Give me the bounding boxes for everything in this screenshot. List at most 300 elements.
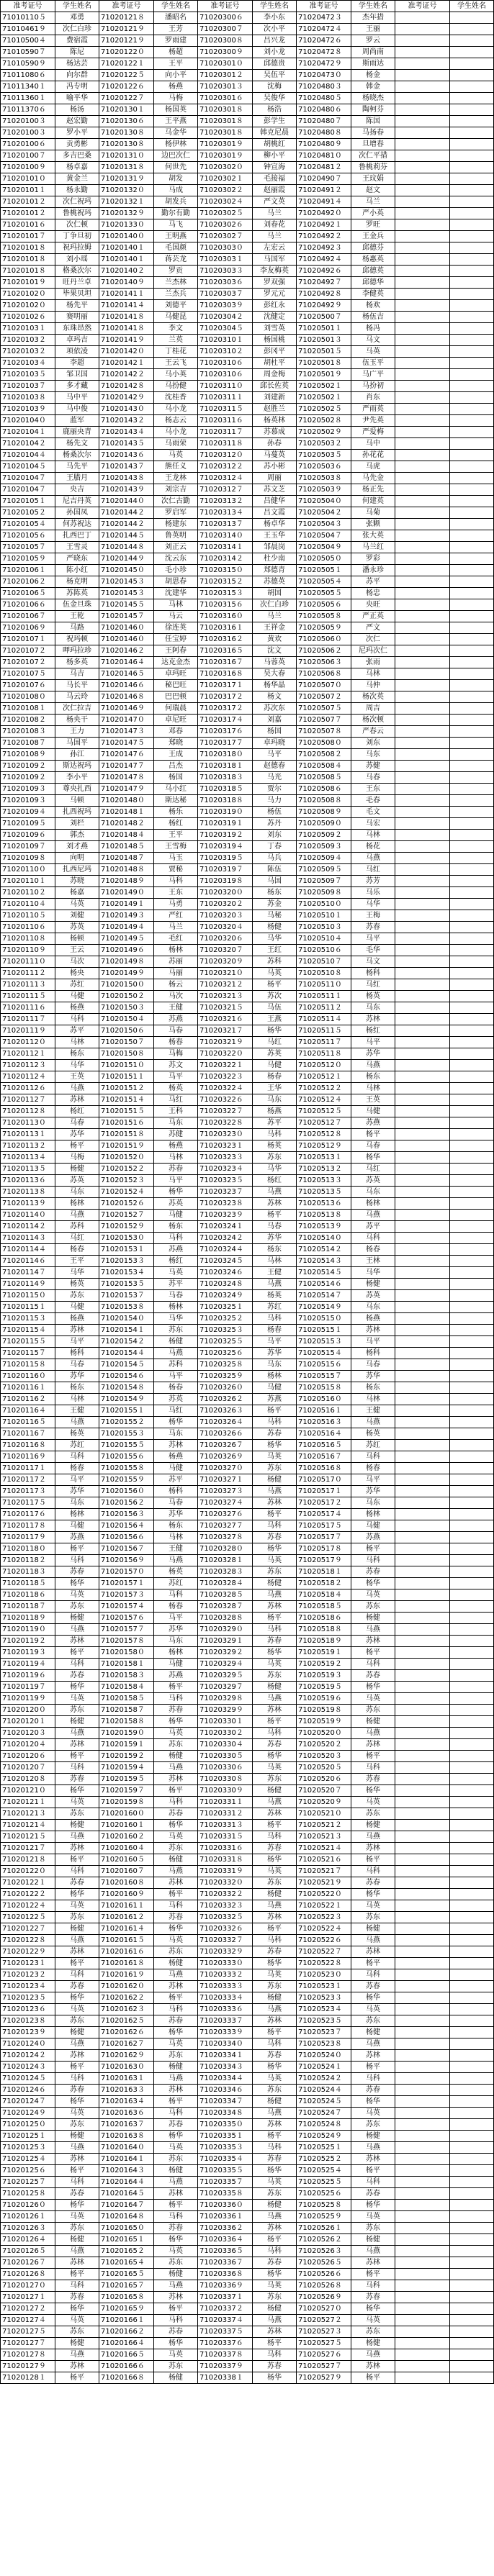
exam-id-cell: 71020152４: [99, 1187, 154, 1198]
student-name-cell: 严文英: [253, 196, 297, 208]
student-name-cell: [450, 12, 494, 24]
exam-id-cell: 71020119７: [1, 1682, 55, 1693]
exam-id-cell: [395, 2372, 450, 2384]
student-name-cell: [450, 1728, 494, 1739]
exam-id-cell: [395, 2200, 450, 2211]
exam-id-cell: 71020112８: [1, 1106, 55, 1117]
exam-id-cell: [395, 784, 450, 795]
student-name-cell: 杨科: [351, 1348, 395, 1359]
student-name-cell: 马燕: [55, 1624, 99, 1636]
exam-id-cell: 71020522８: [297, 1958, 351, 1969]
student-name-cell: 杰年措: [351, 12, 395, 24]
exam-id-cell: 71020334０: [198, 2038, 253, 2050]
table-row: [1, 81, 494, 93]
student-name-cell: 胡发: [154, 173, 198, 185]
exam-id-cell: 71020332５: [198, 1912, 253, 1923]
table-row: [1, 1187, 494, 1198]
student-name-cell: [450, 1589, 494, 1601]
exam-id-cell: 71020165４: [99, 2257, 154, 2269]
exam-id-cell: 71020310６: [198, 369, 253, 381]
exam-id-cell: 71020504９: [297, 542, 351, 553]
student-name-cell: 杨英: [55, 1428, 99, 1440]
student-name-cell: 马春: [154, 1290, 198, 1302]
exam-id-cell: 71020116１: [1, 1382, 55, 1394]
student-name-cell: 苏春: [351, 1774, 395, 1785]
student-name-cell: 赵丽霞: [253, 185, 297, 196]
exam-id-cell: 71020108７: [1, 738, 55, 749]
exam-id-cell: 71020148１: [99, 807, 154, 818]
exam-id-cell: 71020300８: [198, 35, 253, 47]
student-name-cell: 孙花花: [351, 450, 395, 461]
exam-id-cell: 71020481０: [297, 150, 351, 162]
student-name-cell: 马英: [55, 1797, 99, 1808]
table-row: [1, 2372, 494, 2384]
exam-id-cell: 71020119０: [1, 1624, 55, 1636]
exam-id-cell: [395, 2211, 450, 2223]
student-name-cell: [450, 139, 494, 150]
student-name-cell: 罗彩: [351, 553, 395, 565]
student-name-cell: 马华: [154, 1313, 198, 1325]
exam-id-cell: 71020147０: [99, 715, 154, 726]
exam-id-cell: 71020301６: [198, 93, 253, 104]
exam-id-cell: 71020124２: [1, 2050, 55, 2062]
exam-id-cell: 71020525２: [297, 2154, 351, 2165]
student-name-cell: 马春: [351, 1140, 395, 1152]
student-name-cell: 马燕: [253, 2315, 297, 2326]
table-row: [1, 830, 494, 841]
exam-id-cell: 71020319７: [198, 864, 253, 876]
exam-id-cell: 71020144９: [99, 553, 154, 565]
table-row: [1, 1348, 494, 1359]
student-name-cell: [450, 1394, 494, 1405]
header-student-name: 学生姓名: [154, 1, 198, 12]
student-name-cell: 杨文: [253, 691, 297, 703]
exam-id-cell: 71020324６: [198, 1267, 253, 1279]
exam-id-cell: 71020314１: [198, 542, 253, 553]
table-row: [1, 127, 494, 139]
student-name-cell: 胡国: [253, 588, 297, 599]
student-name-cell: 苏林: [154, 1440, 198, 1451]
student-name-cell: [450, 1405, 494, 1417]
table-row: [1, 208, 494, 219]
student-name-cell: [450, 933, 494, 945]
student-name-cell: [450, 2211, 494, 2223]
exam-id-cell: 71020142９: [99, 392, 154, 404]
exam-id-cell: 71020152７: [99, 1210, 154, 1221]
exam-id-cell: 71020166２: [99, 2326, 154, 2338]
exam-id-cell: 71020510０: [297, 899, 351, 910]
student-name-cell: 张雨: [351, 657, 395, 668]
exam-id-cell: 71020109６: [1, 830, 55, 841]
exam-id-cell: 71020316１: [198, 622, 253, 634]
student-name-cell: [450, 1175, 494, 1187]
table-row: [1, 1164, 494, 1175]
student-name-cell: [450, 196, 494, 208]
table-row: [1, 1900, 494, 1912]
student-name-cell: 苏春: [154, 2119, 198, 2131]
student-name-cell: 马燕: [154, 1762, 198, 1774]
exam-id-cell: 71020130８: [99, 127, 154, 139]
student-name-cell: 伍金旦珠: [55, 599, 99, 611]
header-student-name: 学生姓名: [450, 1, 494, 12]
student-name-cell: [450, 1969, 494, 1981]
exam-id-cell: 71020472８: [297, 47, 351, 58]
exam-id-cell: 71020109４: [1, 807, 55, 818]
student-name-cell: 苏东: [154, 1843, 198, 1854]
exam-id-cell: 71020510７: [297, 956, 351, 968]
exam-id-cell: 71020501５: [297, 346, 351, 358]
student-name-cell: 王科: [154, 1106, 198, 1117]
student-name-cell: 杨英: [351, 991, 395, 1002]
table-row: [1, 415, 494, 427]
student-name-cell: 苏东: [154, 1739, 198, 1751]
student-name-cell: [450, 1417, 494, 1428]
exam-id-cell: [395, 1728, 450, 1739]
student-name-cell: 贾秘: [154, 864, 198, 876]
exam-id-cell: 71020324５: [198, 1256, 253, 1267]
student-name-cell: 马林: [351, 1394, 395, 1405]
table-row: [1, 496, 494, 507]
student-name-cell: 毛小珍: [154, 565, 198, 576]
exam-id-cell: 71020527３: [297, 2326, 351, 2338]
student-name-cell: [450, 634, 494, 645]
student-name-cell: 苏林: [55, 1946, 99, 1958]
student-name-cell: 马健: [253, 1060, 297, 1071]
student-name-cell: 杨科: [351, 968, 395, 979]
student-name-cell: 苏德英: [253, 576, 297, 588]
exam-id-cell: 71020318０: [198, 749, 253, 761]
student-name-cell: [450, 1451, 494, 1463]
exam-id-cell: 71020141８: [99, 323, 154, 335]
exam-id-cell: 71020164３: [99, 2165, 154, 2177]
exam-id-cell: 71020149３: [99, 910, 154, 922]
exam-id-cell: [395, 415, 450, 427]
exam-id-cell: [395, 2234, 450, 2246]
student-name-cell: 马科: [253, 1313, 297, 1325]
exam-id-cell: 71020514９: [297, 1302, 351, 1313]
exam-id-cell: 71020322０: [198, 1048, 253, 1060]
student-name-cell: [450, 1014, 494, 1025]
student-name-cell: 杨平: [154, 1992, 198, 2004]
exam-id-cell: 71020161８: [99, 1958, 154, 1969]
student-name-cell: 孙春: [253, 438, 297, 450]
exam-id-cell: 71020328０: [198, 1543, 253, 1555]
exam-id-cell: 71020328１: [198, 1555, 253, 1566]
exam-id-cell: 71020120８: [1, 1774, 55, 1785]
table-row: [1, 254, 494, 266]
exam-id-cell: 71020335３: [198, 2142, 253, 2154]
exam-id-cell: 71020504７: [297, 530, 351, 542]
exam-id-cell: [395, 1659, 450, 1670]
exam-id-cell: [395, 2188, 450, 2200]
student-name-cell: 杨国英: [154, 104, 198, 116]
exam-id-cell: [395, 761, 450, 772]
exam-id-cell: 71020140０: [99, 231, 154, 242]
exam-id-cell: 71020157１: [99, 1578, 154, 1589]
student-name-cell: 杨燕: [253, 1106, 297, 1117]
student-name-cell: 苏春: [55, 1670, 99, 1682]
student-name-cell: 苏红: [55, 1440, 99, 1451]
student-name-cell: 马林: [351, 1083, 395, 1094]
exam-id-cell: [395, 1394, 450, 1405]
student-name-cell: 杨东: [154, 1221, 198, 1233]
student-name-cell: 苏东: [253, 1152, 297, 1164]
exam-id-cell: [395, 634, 450, 645]
exam-id-cell: [395, 668, 450, 680]
student-name-cell: 杨平: [55, 2165, 99, 2177]
exam-id-cell: [395, 1451, 450, 1463]
exam-id-cell: 71020492０: [297, 208, 351, 219]
student-name-cell: 马平: [253, 1336, 297, 1348]
exam-id-cell: 71020315０: [198, 565, 253, 576]
student-name-cell: 马兰: [253, 208, 297, 219]
student-name-cell: 杨平: [351, 1129, 395, 1140]
table-row: [1, 899, 494, 910]
exam-id-cell: [395, 1636, 450, 1647]
student-name-cell: 马梅: [154, 93, 198, 104]
student-name-cell: 毛华: [351, 945, 395, 956]
student-name-cell: 苏华: [154, 1624, 198, 1636]
table-row: [1, 576, 494, 588]
student-name-cell: 苏平: [154, 1279, 198, 1290]
student-name-cell: 杨华: [253, 1854, 297, 1866]
table-row: [1, 2038, 494, 2050]
table-row: [1, 196, 494, 208]
student-name-cell: 马科: [253, 1417, 297, 1428]
student-name-cell: 苏林: [351, 1636, 395, 1647]
table-row: [1, 818, 494, 830]
table-row: [1, 1659, 494, 1670]
table-row: [1, 1497, 494, 1509]
student-name-cell: 赵宏勤: [55, 116, 99, 127]
exam-id-cell: 71020145０: [99, 565, 154, 576]
student-name-cell: 罗贡: [154, 266, 198, 277]
student-name-cell: 兰杰兵: [154, 289, 198, 300]
student-name-cell: 杨华: [154, 1187, 198, 1198]
student-name-cell: 马蔓英: [253, 450, 297, 461]
exam-id-cell: 71020102０: [1, 289, 55, 300]
student-name-cell: [450, 415, 494, 427]
table-row: [1, 2142, 494, 2154]
exam-id-cell: 71020310１: [198, 335, 253, 346]
student-name-cell: 杨华: [253, 2372, 297, 2384]
student-name-cell: 陈伍: [253, 864, 297, 876]
student-name-cell: 杨乐: [154, 807, 198, 818]
exam-id-cell: [395, 1682, 450, 1693]
exam-id-cell: 71020117９: [1, 1532, 55, 1543]
student-name-cell: [450, 1613, 494, 1624]
exam-id-cell: 71020116８: [1, 1440, 55, 1451]
exam-id-cell: 71020331６: [198, 1843, 253, 1854]
exam-id-cell: 71020110１: [1, 876, 55, 887]
student-name-cell: 王力: [55, 726, 99, 738]
exam-id-cell: 71020162７: [99, 2038, 154, 2050]
student-name-cell: [450, 2280, 494, 2292]
student-name-cell: 苏东: [253, 1670, 297, 1682]
student-name-cell: [450, 185, 494, 196]
student-name-cell: [450, 81, 494, 93]
student-name-cell: 马健: [55, 1302, 99, 1313]
exam-id-cell: 71020155５: [99, 1440, 154, 1451]
exam-id-cell: 71020113６: [1, 1175, 55, 1187]
exam-id-cell: 71020110６: [1, 922, 55, 933]
student-name-cell: 苏林: [351, 2154, 395, 2165]
student-name-cell: 苏林: [55, 2257, 99, 2269]
exam-id-cell: [395, 795, 450, 807]
exam-id-cell: 71020149８: [99, 956, 154, 968]
student-name-cell: 杨华: [154, 1417, 198, 1428]
exam-id-cell: 71020101２: [1, 208, 55, 219]
student-name-cell: 马健: [154, 1659, 198, 1670]
exam-id-cell: 71020160２: [99, 1831, 154, 1843]
student-name-cell: [450, 657, 494, 668]
student-name-cell: 杨华: [351, 2096, 395, 2108]
exam-id-cell: 71020103９: [1, 404, 55, 415]
exam-id-cell: 71020158４: [99, 1682, 154, 1693]
exam-id-cell: 71020321７: [198, 1025, 253, 1037]
table-body: [1, 12, 494, 2384]
exam-id-cell: 71020320９: [198, 956, 253, 968]
student-name-cell: [450, 381, 494, 392]
exam-id-cell: 71020143４: [99, 427, 154, 438]
exam-id-cell: 71020503６: [297, 461, 351, 473]
student-name-cell: 杨东: [55, 1382, 99, 1394]
exam-id-cell: 71020514２: [297, 1244, 351, 1256]
table-row: [1, 289, 494, 300]
exam-id-cell: 71020526６: [297, 2269, 351, 2280]
table-row: [1, 1854, 494, 1866]
student-name-cell: 刘德平: [154, 300, 198, 312]
student-name-cell: 杨华: [154, 2338, 198, 2349]
exam-id-cell: 71020525６: [297, 2188, 351, 2200]
exam-id-cell: 71020323９: [198, 1210, 253, 1221]
student-name-cell: 何世先: [154, 162, 198, 173]
student-name-cell: [450, 1279, 494, 1290]
exam-id-cell: [395, 2038, 450, 2050]
student-name-cell: 赵文: [351, 185, 395, 196]
exam-id-cell: 71020525９: [297, 2211, 351, 2223]
student-name-cell: 杨卓华: [253, 519, 297, 530]
student-name-cell: 何瑞晨: [154, 703, 198, 715]
student-name-cell: 杨华: [154, 1716, 198, 1728]
student-name-cell: 杨平: [351, 1751, 395, 1762]
exam-id-cell: 71020329２: [198, 1647, 253, 1659]
exam-id-cell: [395, 841, 450, 853]
student-name-cell: 苏林: [55, 2154, 99, 2165]
exam-id-cell: 71020320２: [198, 899, 253, 910]
student-name-cell: 马燕: [154, 1866, 198, 1877]
student-name-cell: 杨平: [253, 979, 297, 991]
student-name-cell: 陈小红: [55, 565, 99, 576]
exam-id-cell: 71020111２: [1, 968, 55, 979]
exam-id-cell: 71020149６: [99, 945, 154, 956]
exam-id-cell: 71020115１: [1, 1302, 55, 1313]
exam-id-cell: 71020124５: [1, 2073, 55, 2085]
exam-id-cell: 71020513５: [297, 1187, 351, 1198]
exam-id-cell: 71020148５: [99, 841, 154, 853]
exam-id-cell: [395, 715, 450, 726]
student-name-cell: 苏春: [253, 1739, 297, 1751]
exam-id-cell: 71020517５: [297, 1520, 351, 1532]
table-row: [1, 945, 494, 956]
exam-id-cell: [395, 991, 450, 1002]
student-name-cell: 马英: [351, 1797, 395, 1808]
exam-id-cell: [395, 2315, 450, 2326]
exam-id-cell: [395, 392, 450, 404]
student-name-cell: 彭红永: [253, 300, 297, 312]
table-row: [1, 599, 494, 611]
table-row: [1, 634, 494, 645]
exam-id-cell: 71020111９: [1, 1025, 55, 1037]
exam-id-cell: 71020300７: [198, 24, 253, 35]
student-name-cell: 苏华: [154, 1509, 198, 1520]
student-name-cell: [450, 323, 494, 335]
exam-id-cell: [395, 1751, 450, 1762]
student-name-cell: 杨平: [351, 2269, 395, 2280]
student-name-cell: 马科: [253, 1728, 297, 1739]
student-name-cell: [450, 1428, 494, 1440]
student-name-cell: 马东: [55, 1497, 99, 1509]
student-name-cell: 刘才燕: [55, 841, 99, 853]
exam-id-cell: 71020150６: [99, 1025, 154, 1037]
student-name-cell: 马英: [55, 2211, 99, 2223]
exam-id-cell: 71020142８: [99, 381, 154, 392]
exam-id-cell: 71020110９: [1, 945, 55, 956]
exam-id-cell: [395, 1900, 450, 1912]
exam-id-cell: 71020516４: [297, 1428, 351, 1440]
exam-id-cell: 71020509７: [297, 876, 351, 887]
student-name-cell: 杨平: [253, 2338, 297, 2349]
exam-id-cell: [395, 853, 450, 864]
exam-id-cell: 71020157３: [99, 1589, 154, 1601]
exam-id-cell: 71020148０: [99, 795, 154, 807]
exam-id-cell: 71020490７: [297, 173, 351, 185]
student-name-cell: 杨平: [154, 2096, 198, 2108]
student-name-cell: 杨健: [154, 2165, 198, 2177]
exam-id-cell: 71020524２: [297, 2073, 351, 2085]
exam-id-cell: 71020330４: [198, 1739, 253, 1751]
student-name-cell: [450, 645, 494, 657]
exam-id-cell: [395, 254, 450, 266]
exam-id-cell: 71011360１: [1, 93, 55, 104]
student-name-cell: 任宝婷: [154, 634, 198, 645]
exam-id-cell: [395, 185, 450, 196]
student-name-cell: 王丽: [351, 24, 395, 35]
exam-id-cell: 71020162０: [99, 1981, 154, 1992]
student-name-cell: 次仁平措: [351, 150, 395, 162]
student-name-cell: 杨林: [55, 1198, 99, 1210]
student-name-cell: 苏林: [351, 1843, 395, 1854]
exam-id-cell: 71020472９: [297, 58, 351, 70]
student-name-cell: [450, 2223, 494, 2234]
student-name-cell: 马红: [55, 1233, 99, 1244]
exam-id-cell: 71020148７: [99, 853, 154, 864]
student-name-cell: 马燕: [154, 1969, 198, 1981]
student-name-cell: [450, 588, 494, 599]
exam-id-cell: [395, 1613, 450, 1624]
student-name-cell: 苏英: [55, 922, 99, 933]
exam-id-cell: 71020118３: [1, 1566, 55, 1578]
student-name-cell: 杨春: [154, 1382, 198, 1394]
table-row: [1, 93, 494, 104]
table-row: [1, 150, 494, 162]
exam-id-cell: 71020312７: [198, 484, 253, 496]
student-name-cell: [450, 807, 494, 818]
exam-id-cell: [395, 1774, 450, 1785]
student-name-cell: 沈健定: [253, 312, 297, 323]
exam-id-cell: 71020321９: [198, 1037, 253, 1048]
exam-id-cell: 71020332３: [198, 1900, 253, 1912]
